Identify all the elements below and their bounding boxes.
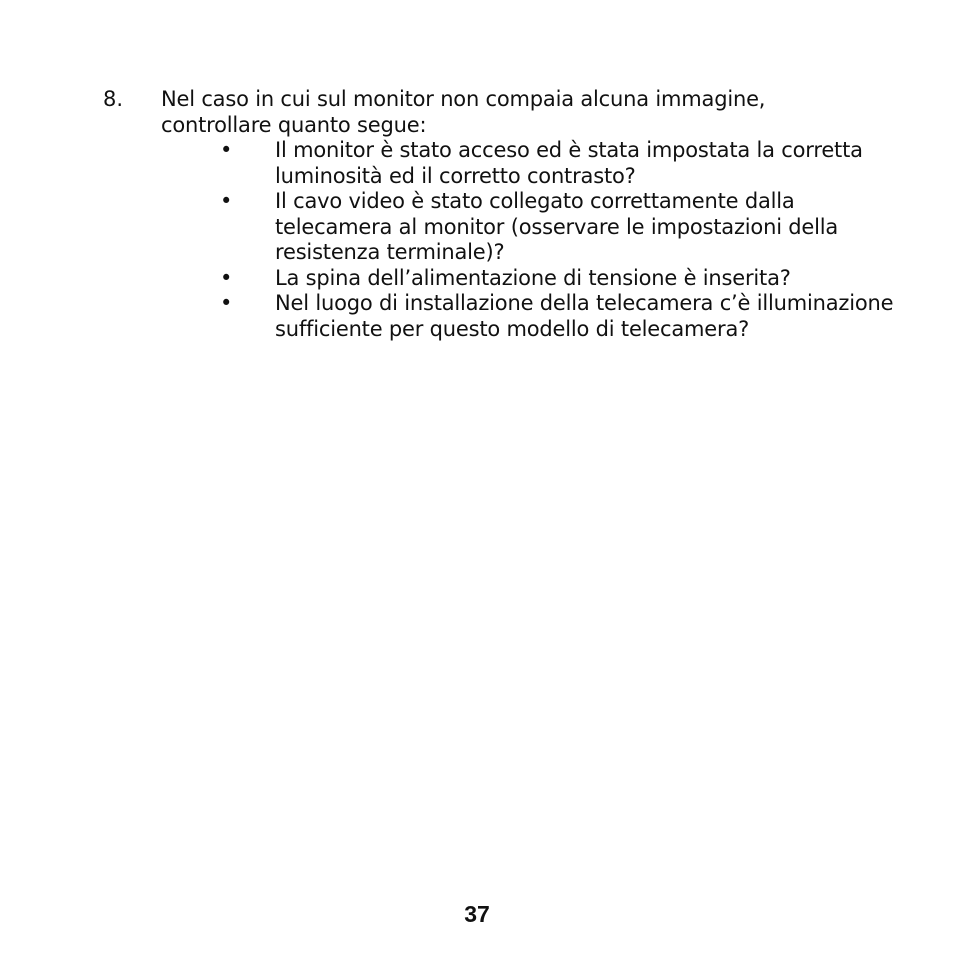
checklist-item-text: Il cavo video è stato collegato correttamente dalla telecamera al monitor (osservare le impostazioni della resistenza terminale)? [275,189,839,264]
checklist-item [220,189,900,266]
step-text: Nel caso in cui sul monitor non compaia alcuna immagine, controllare quanto segue: [161,87,766,137]
bullet-icon: • [220,189,233,213]
bullet-icon: • [220,138,233,162]
checklist-item [220,138,900,189]
bullet-icon: • [220,265,233,290]
checklist-item-text: La spina dell’alimentazione di tensione è inserita? [275,265,791,290]
bullet-icon: • [220,291,233,315]
checklist-item-text: Il monitor è stato acceso ed è stata impostata la corretta luminosità ed il corretto contrasto? [275,138,863,188]
checklist-item-text: Nel luogo di installazione della telecamera c’è illuminazione sufficiente per questo modello di telecamera? [275,291,894,341]
checklist [220,138,900,342]
step-number: 8. [103,87,124,111]
checklist-item [220,291,900,342]
checklist-item [220,266,900,292]
page-number: 37 [464,901,490,927]
